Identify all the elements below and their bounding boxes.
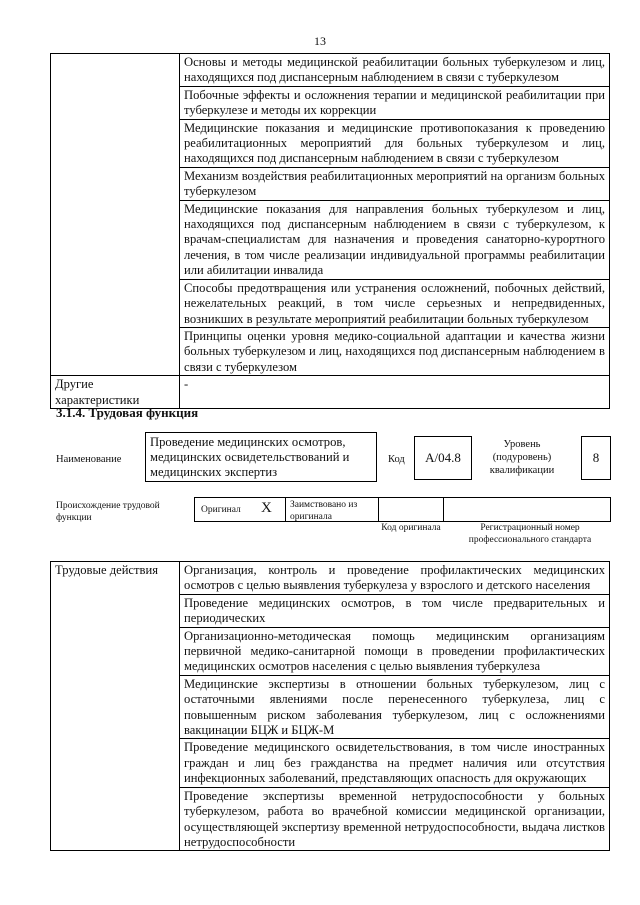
work-actions-label: Трудовые действия [51,562,180,851]
table-cell: Медицинские показания для направления больных туберкулезом и лиц, находящихся под диспансерным наблюдением в связи с туберкулезом, к врачам-специалистам для назначения и проведения санаторно-курортного лечения, в том числе реализации индивидуальной программы реабилитации или абилитации инвалида [180,200,610,279]
table-cell: Способы предотвращения или устранения осложнений, побочных действий, нежелательных реакций, в том числе серьезных и непредвиденных, возникших в результате мероприятий реабилитации больных туберкулезом [180,279,610,327]
function-name-field: Проведение медицинских осмотров, медицинских освидетельствований и медицинских экспертиз [145,432,377,482]
table-row [51,376,610,409]
table-cell: Организационно-методическая помощь медицинским организациям первичной медико-санитарной помощи в проведении профилактических медицинских осмотров населения с целью выявления туберкулеза [180,627,610,675]
origin-label: Происхождение трудовой функции [56,501,160,523]
table-cell: Принципы оценки уровня медико-социальной адаптации и качества жизни больных туберкулезом и лиц, находящихся под диспансерным наблюдением в связи с туберкулезом [180,327,610,375]
table-cell: Основы и методы медицинской реабилитации больных туберкулезом и лиц, находящихся под диспансерным наблюдением в связи с туберкулезом [180,54,610,87]
original-label: Оригинал [201,505,241,515]
level-label: Уровень (подуровень) квалификации [489,439,555,476]
origin-reg-box [443,497,611,522]
original-check-mark: X [261,500,272,516]
borrowed-label: Заимствовано из оригинала [290,500,358,522]
table-cell: Медицинские показания и медицинские противопоказания к проведению реабилитационных мероприятий для больных туберкулезом и лиц, находящихся под диспансерным наблюдением в связи с туберкулезом [180,119,610,167]
other-characteristics-label: Другие характеристики [51,376,180,409]
level-field: 8 [581,436,611,480]
code-original-caption: Код оригинала [381,523,441,533]
table-cell: Медицинские экспертизы в отношении больных туберкулезом, лиц с остаточными явлениями после перенесенного туберкулеза, лиц с повышенным риском заболевания туберкулезом, лиц с осложнениями вакцинации БЦЖ и БЦЖ-М [180,675,610,739]
page-number: 13 [314,34,326,48]
table-cell: Проведение медицинского освидетельствования, в том числе иностранных граждан и лиц без гражданства на предмет наличия или отсутствия инфекционных заболеваний, представляющих опасность для окружающих [180,739,610,787]
table-row [51,562,610,595]
table-cell: Побочные эффекты и осложнения терапии и медицинской реабилитации при туберкулезе и методы их коррекции [180,86,610,119]
table-row [51,54,610,87]
knowledge-table [50,53,610,409]
table-cell: Организация, контроль и проведение профилактических медицинских осмотров с целью выявления туберкулеза у взрослого и детского населения [180,562,610,595]
code-label: Код [388,454,405,465]
name-label: Наименование [56,454,122,465]
section-heading: 3.1.4. Трудовая функция [56,405,199,420]
table-cell: Механизм воздействия реабилитационных мероприятий на организм больных туберкулезом [180,167,610,200]
table-cell: Проведение медицинских осмотров, в том числе предварительных и периодических [180,594,610,627]
code-field: A/04.8 [414,436,472,480]
origin-borrowed-box [285,497,379,522]
table-left-cell-empty [51,54,180,376]
origin-code-box [378,497,444,522]
other-characteristics-value: - [180,376,610,409]
table-cell: Проведение экспертизы временной нетрудоспособности у больных туберкулезом, работа во врачебной комиссии медицинской организации, осуществляющей экспертизу временной нетрудоспособности, выдача листков нетрудоспособности [180,787,610,851]
reg-number-caption: Регистрационный номер профессионального стандарта [468,523,592,545]
origin-original-box [194,497,286,522]
work-actions-table [50,561,610,851]
